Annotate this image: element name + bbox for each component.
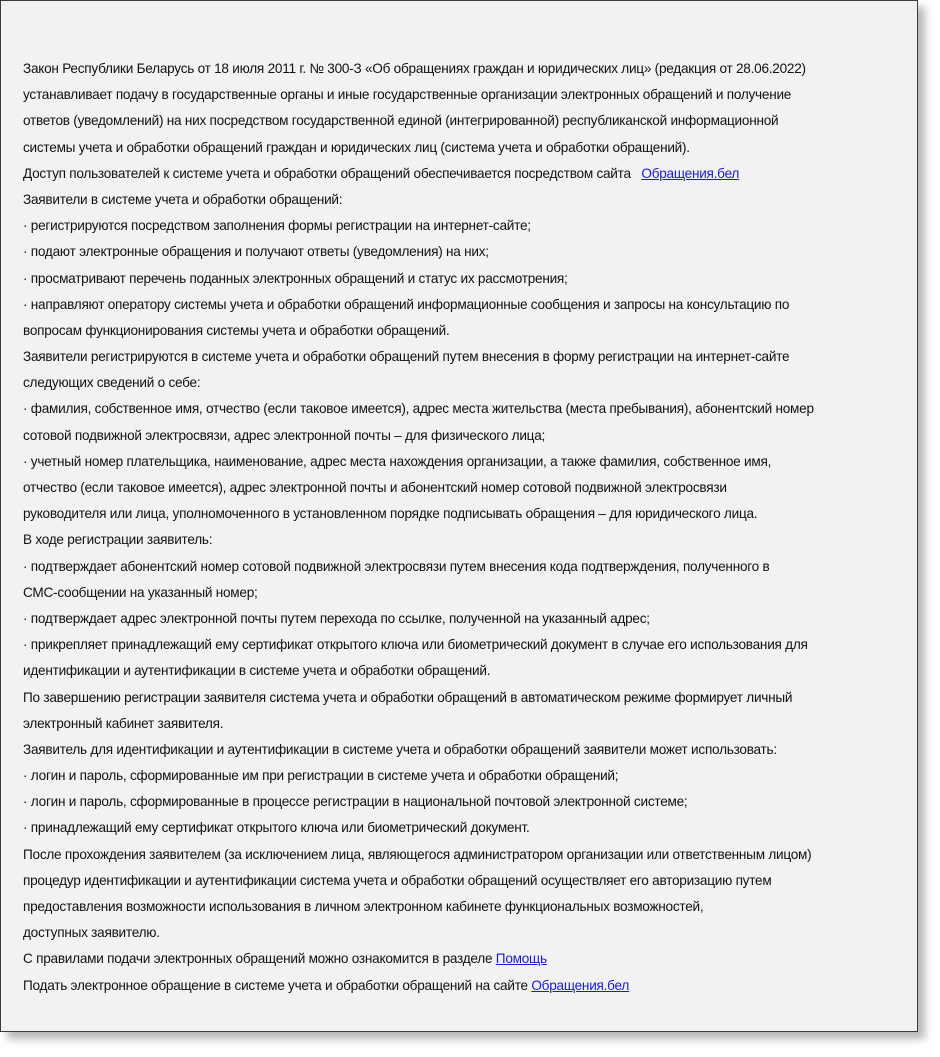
text-line: ответов (уведомлений) на них посредством государственной единой (интегрированной) республиканской информационной bbox=[23, 113, 779, 129]
list-item: · подтверждает адрес электронной почты путем перехода по ссылке, полученной на указанный адрес; bbox=[23, 610, 650, 626]
list-item: · просматривают перечень поданных электронных обращений и статус их рассмотрения; bbox=[23, 270, 568, 286]
site-link[interactable]: Обращения.бел bbox=[641, 165, 740, 181]
text-line: СМС-сообщении на указанный номер; bbox=[23, 584, 258, 600]
text-line: вопросам функционирования системы учета и обработки обращений. bbox=[23, 322, 450, 338]
help-link[interactable]: Помощь bbox=[495, 951, 547, 967]
list-item: · учетный номер плательщика, наименование, адрес места нахождения организации, а также фамилия, собственное имя, bbox=[23, 453, 772, 469]
text-line: Заявители в системе учета и обработки обращений: bbox=[23, 191, 343, 207]
text-line: предоставления возможности использования в личном электронном кабинете функциональных возможностей, bbox=[23, 899, 704, 914]
list-item: · подают электронные обращения и получают ответы (уведомления) на них; bbox=[23, 244, 489, 260]
text-line-with-site-link bbox=[23, 161, 923, 187]
list-item: · фамилия, собственное имя, отчество (если таковое имеется), адрес места жительства (места пребывания), абонентский номер bbox=[23, 401, 814, 417]
text-line: По завершению регистрации заявителя система учета и обработки обращений в автоматическом режиме формирует личный bbox=[23, 689, 793, 705]
text-line-with-site-link bbox=[23, 973, 923, 999]
text-line-with-help-link bbox=[23, 946, 923, 972]
text-line: В ходе регистрации заявитель: bbox=[23, 532, 213, 548]
list-item: · направляют оператору системы учета и обработки обращений информационные сообщения и запросы на консультацию по bbox=[23, 296, 790, 312]
list-item: · логин и пароль, сформированные им при регистрации в системе учета и обработки обращений; bbox=[23, 768, 619, 784]
text-line: Заявители регистрируются в системе учета и обработки обращений путем внесения в форму регистрации на интернет-сайте bbox=[23, 349, 790, 365]
submit-text: Подать электронное обращение в системе учета и обработки обращений на сайте bbox=[23, 977, 532, 993]
text-line: сотовой подвижной электросвязи, адрес электронной почты – для физического лица; bbox=[23, 427, 546, 443]
list-item: · подтверждает абонентский номер сотовой подвижной электросвязи путем внесения кода подтверждения, полученного в bbox=[23, 558, 770, 574]
list-item: · регистрируются посредством заполнения формы регистрации на интернет-сайте; bbox=[23, 218, 531, 234]
text-line: доступных заявителю. bbox=[23, 925, 160, 941]
list-item: · прикрепляет принадлежащий ему сертификат открытого ключа или биометрический документ в случае его использования для bbox=[23, 637, 808, 653]
text-line: После прохождения заявителем (за исключением лица, являющегося администратором организации или ответственным лицом) bbox=[23, 846, 812, 862]
text-line: Закон Республики Беларусь от 18 июля 2011 г. № 300-З «Об обращениях граждан и юридических лиц» (редакция от 28.06.2022) bbox=[23, 61, 806, 76]
text-line: отчество (если таковое имеется), адрес электронной почты и абонентский номер сотовой подвижной электросвязи bbox=[23, 480, 727, 495]
document-text bbox=[23, 56, 923, 999]
text-line: устанавливает подачу в государственные органы и иные государственные организации электронных обращений и получение bbox=[23, 87, 792, 103]
text-line: руководителя или лица, уполномоченного в установленном порядке подписывать обращения – для юридического лица. bbox=[23, 506, 758, 522]
text-line: процедур идентификации и аутентификации система учета и обработки обращений осуществляет его авторизацию путем bbox=[23, 872, 772, 888]
list-item: · логин и пароль, сформированные в процессе регистрации в национальной почтовой электронной системе; bbox=[23, 794, 688, 810]
text-line: системы учета и обработки обращений граждан и юридических лиц (система учета и обработки обращений). bbox=[23, 139, 690, 155]
access-text: Доступ пользователей к системе учета и обработки обращений обеспечивается посредством сайта bbox=[23, 165, 635, 181]
list-item: · принадлежащий ему сертификат открытого ключа или биометрический документ. bbox=[23, 820, 530, 836]
text-line: электронный кабинет заявителя. bbox=[23, 715, 224, 731]
text-line: идентификации и аутентификации в системе учета и обработки обращений. bbox=[23, 663, 491, 679]
text-line: следующих сведений о себе: bbox=[23, 375, 201, 391]
text-line: Заявитель для идентификации и аутентификации в системе учета и обработки обращений заявители может использовать: bbox=[23, 741, 777, 757]
site-link-submit[interactable]: Обращения.бел bbox=[531, 977, 630, 993]
rules-text: С правилами подачи электронных обращений можно ознакомится в разделе bbox=[23, 951, 496, 967]
